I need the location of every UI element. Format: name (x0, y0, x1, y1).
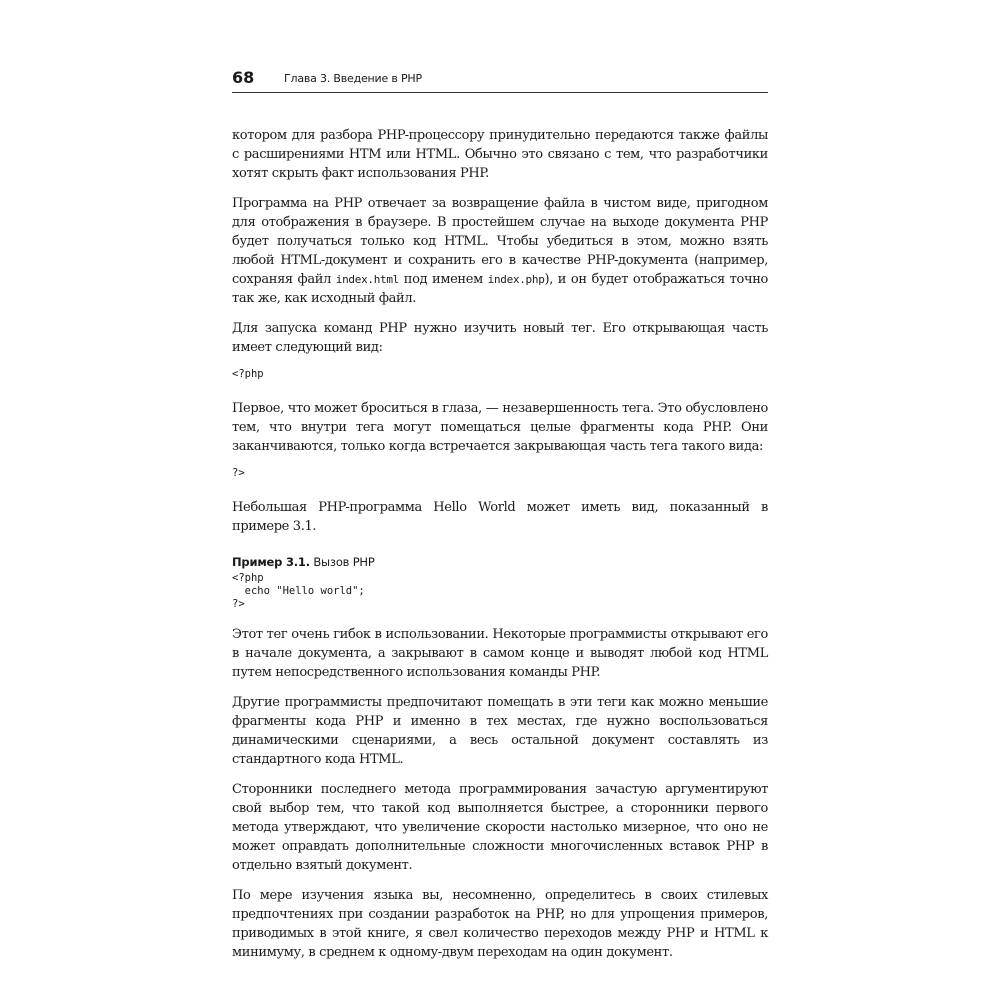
code-close-tag: ?> (232, 467, 245, 479)
paragraph-2-text-c: ), и он будет отображаться точно так же, как исходный файл. (232, 272, 768, 306)
page-number: 68 (232, 68, 255, 87)
chapter-title: Глава 3. Введение в PHP (284, 72, 422, 85)
paragraph-2-text-a: Программа на PHP отвечает за возвращение файла в чистом виде, пригодном для отображения в браузере. В простейшем случае на выходе документа PHP будет получаться только код HTML. Чтобы убедиться в этом, можно взять любой HTML-документ и сохранить его в качестве PHP-документа (например, сохраняя файл (232, 196, 768, 287)
example-code: <?php echo "Hello world"; ?> (232, 572, 365, 610)
example-title: Вызов PHP (309, 555, 375, 569)
inline-code-index-php: index.php (487, 273, 545, 286)
paragraph-7: Другие программисты предпочитают помещать в эти теги как можно меньшие фрагменты кода PHP и именно в тех местах, где нужно воспользоваться динамическими сценариями, а весь остальной документ составлять из стандартного кода HTML. (232, 695, 768, 767)
paragraph-1: котором для разбора PHP-процессору принудительно передаются также файлы с расширениями HTM или HTML. Обычно это связано с тем, что разработчики хотят скрыть факт использования PHP. (232, 128, 768, 181)
book-page (232, 0, 768, 1000)
example-caption (232, 554, 768, 570)
paragraph-6: Этот тег очень гибок в использовании. Некоторые программисты открывают его в начале документа, а закрывают в самом конце и выводят любой код HTML путем непосредственного использования команды PHP. (232, 627, 768, 680)
example-label: Пример 3.1. (232, 555, 310, 569)
code-open-tag: <?php (232, 368, 264, 380)
paragraph-9: По мере изучения языка вы, несомненно, определитесь в своих стилевых предпочтениях при создании разработок на PHP, но для упрощения примеров, приводимых в этой книге, я свел количество переходов между PHP и HTML к минимуму, в среднем к одному-двум переходам на один документ. (232, 888, 768, 960)
paragraph-8: Сторонники последнего метода программирования зачастую аргументируют свой выбор тем, что такой код выполняется быстрее, а сторонники первого метода утверждают, что увеличение скорости настолько мизерное, что оно не может оправдать дополнительные сложности многочисленных вставок PHP в отдельно взятый документ. (232, 782, 768, 873)
paragraph-3: Для запуска команд PHP нужно изучить новый тег. Его открывающая часть имеет следующий вид: (232, 321, 768, 355)
paragraph-2-text-b: под именем (399, 272, 488, 287)
paragraph-2 (232, 194, 768, 308)
paragraph-4: Первое, что может броситься в глаза, — незавершенность тега. Это обусловлено тем, что внутри тега могут помещаться целые фрагменты кода PHP. Они заканчиваются, только когда встречается закрывающая часть тега такого вида: (232, 401, 768, 454)
paragraph-5: Небольшая PHP-программа Hello World может иметь вид, показанный в примере 3.1. (232, 500, 768, 534)
inline-code-index-html: index.html (335, 273, 400, 286)
running-header (232, 68, 768, 93)
body-text (232, 126, 768, 973)
